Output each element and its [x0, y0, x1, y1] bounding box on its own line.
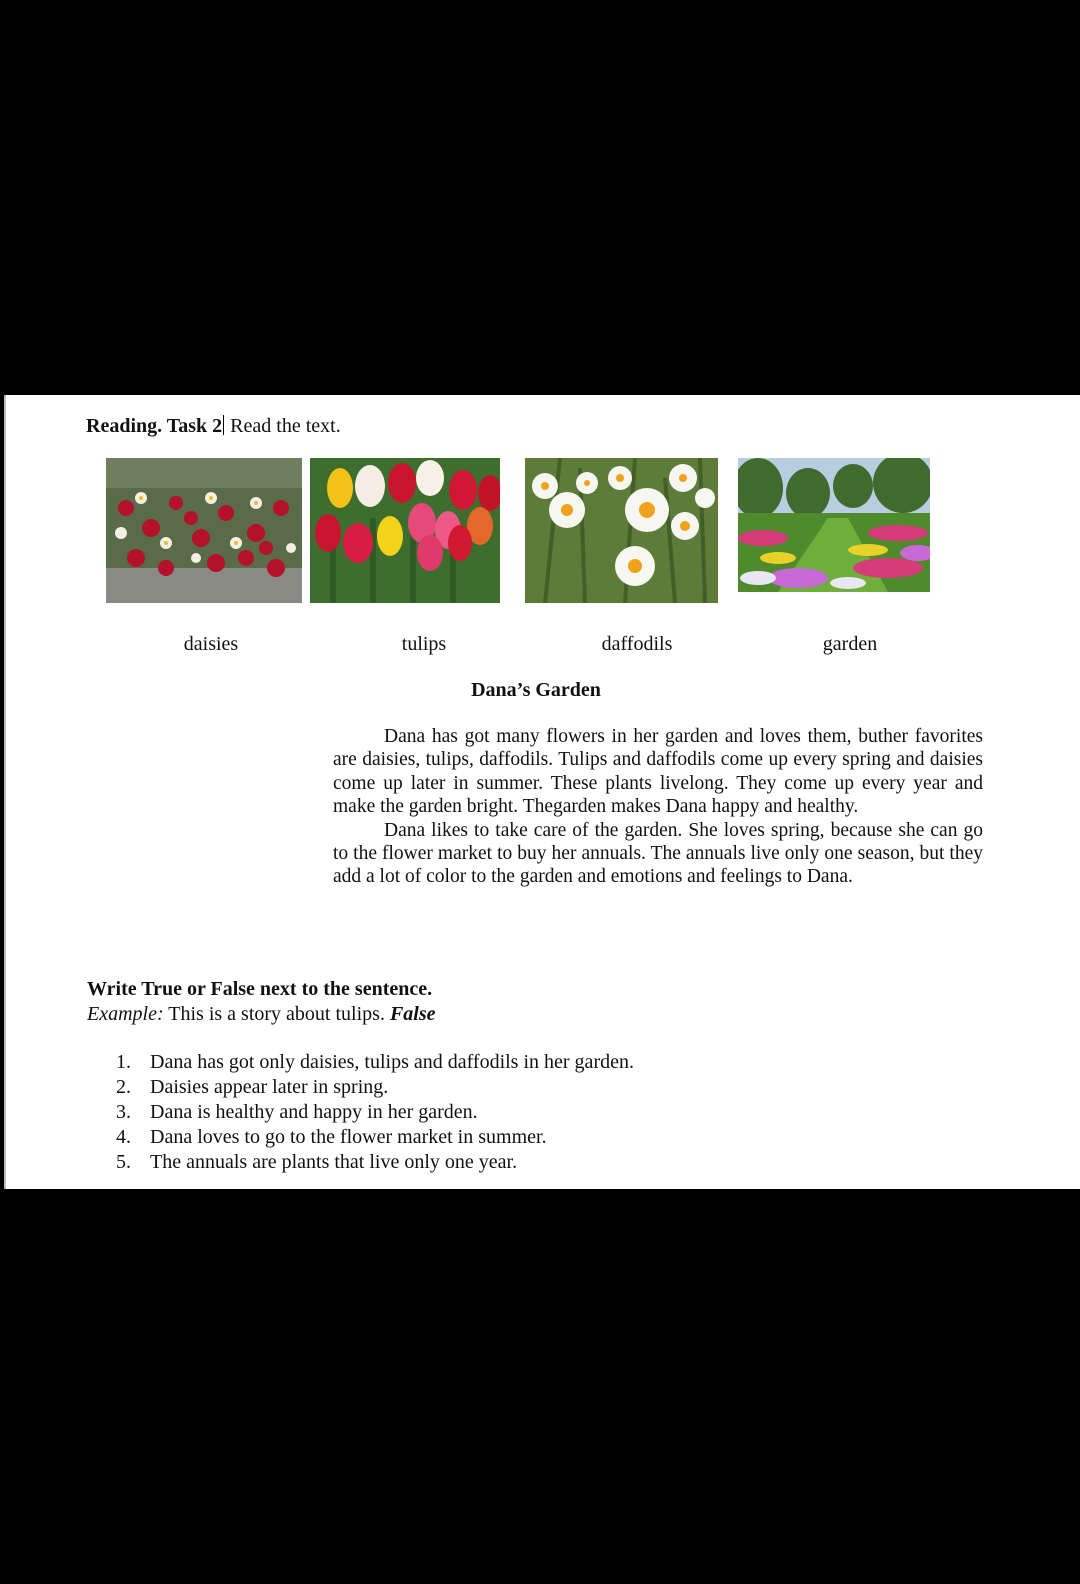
question-text: The annuals are plants that live only one year.	[150, 1151, 518, 1173]
tulips-caption: tulips	[401, 633, 447, 655]
example-label: Example:	[87, 1003, 164, 1025]
question-text: Dana has got only daisies, tulips and daffodils in her garden.	[150, 1051, 634, 1073]
question-text: Dana is healthy and happy in her garden.	[150, 1101, 478, 1123]
question-list	[116, 1050, 634, 1175]
document-page	[4, 395, 1080, 1189]
story-title: Dana’s Garden	[471, 679, 601, 701]
daisies-photo	[106, 458, 302, 603]
question-number: 5.	[116, 1151, 131, 1173]
task-title: Write True or False next to the sentence.	[87, 978, 433, 1000]
question-text: Dana loves to go to the flower market in summer.	[150, 1126, 547, 1148]
story-paragraph: Dana has got many flowers in her garden and loves them, buther favorites are daisies, tulips, daffodils. Tulips and daffodils come up every spring and daisies come up later in summer. These plants livelong. They come up every year and make the garden bright. Thegarden makes Dana happy and healthy.	[333, 726, 983, 818]
daffodils-photo	[525, 458, 718, 603]
question-number: 2.	[116, 1076, 131, 1098]
example-text: This is a story about tulips.	[163, 1003, 390, 1025]
story-text	[333, 725, 983, 889]
example-line	[87, 1003, 436, 1026]
question-number: 4.	[116, 1126, 131, 1148]
example-answer: False	[389, 1003, 436, 1025]
daffodils-caption: daffodils	[601, 633, 673, 655]
story-paragraph: Dana likes to take care of the garden. She loves spring, because she can go to the flower market to buy her annuals. The annuals live only one season, but they add a lot of color to the garden and emotions and feelings to Dana.	[333, 819, 983, 888]
question-text: Daisies appear later in spring.	[150, 1076, 389, 1098]
question-item	[116, 1100, 634, 1125]
garden-photo	[738, 458, 930, 592]
task-heading-rest: Read the text.	[225, 415, 341, 437]
task-heading-bold: Reading. Task 2	[86, 415, 223, 437]
garden-caption: garden	[822, 633, 878, 655]
question-item	[116, 1050, 634, 1075]
question-number: 1.	[116, 1051, 131, 1073]
task-heading	[86, 415, 341, 438]
question-item	[116, 1075, 634, 1100]
tulips-photo	[310, 458, 500, 603]
daisies-caption: daisies	[183, 633, 239, 655]
question-item	[116, 1150, 634, 1175]
question-item	[116, 1125, 634, 1150]
question-number: 3.	[116, 1101, 131, 1123]
